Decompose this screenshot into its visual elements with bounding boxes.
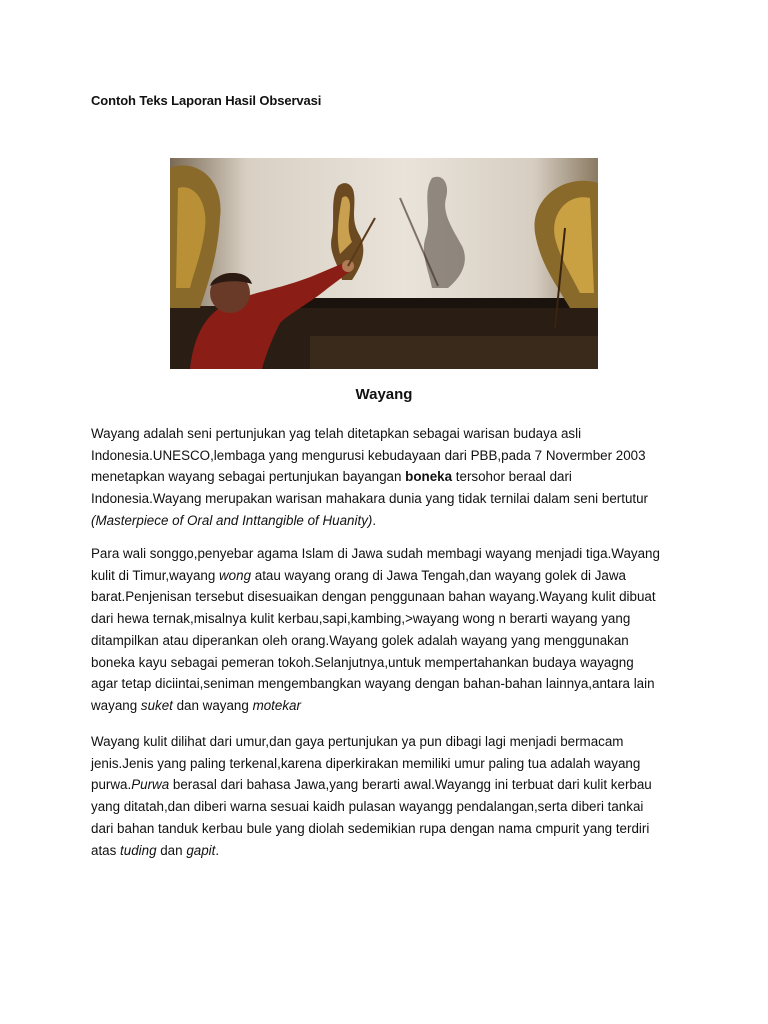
italic-text: Purwa xyxy=(131,777,170,793)
text-run: agar tetap diciintai,seniman mengembangkan wayang dengan bahan-bahan lainnya,antara lain xyxy=(91,676,655,692)
text-run: atas xyxy=(91,842,121,858)
text-line xyxy=(91,840,691,862)
bold-text: boneka xyxy=(405,469,453,485)
text-run: dari hewa ternak,misalnya kulit kerbau,sapi,kambing,>wayang wong n berarti wayang yang xyxy=(91,611,631,627)
text-run: boneka kayu sebagai pemeran tokoh.Selanjutnya,untuk mempertahankan budaya wayagng xyxy=(91,654,634,670)
text-run: atau wayang orang di Jawa Tengah,dan wayang golek di Jawa xyxy=(251,567,626,583)
text-run: barat.Penjenisan tersebut disesuaikan dengan penggunaan bahan wayang.Wayang kulit dibuat xyxy=(91,589,656,605)
italic-text: tuding xyxy=(120,842,157,858)
text-line xyxy=(91,731,691,753)
text-run: dan xyxy=(156,842,187,858)
text-run: Para wali songgo,penyebar agama Islam di Jawa sudah membagi wayang menjadi tiga.Wayang xyxy=(91,546,660,561)
italic-text: suket xyxy=(140,697,173,713)
text-line xyxy=(91,774,691,796)
text-run: Indonesia.Wayang merupakan warisan mahakara dunia yang tidak ternilai dalam seni bertutur xyxy=(91,491,649,507)
text-run: Indonesia.UNESCO,lembaga yang mengurusi kebudayaan dari PBB,pada 7 Novermber 2003 xyxy=(91,447,646,463)
text-line xyxy=(91,630,691,652)
text-run: dan wayang xyxy=(172,697,253,713)
text-run: tersohor beraal dari xyxy=(452,469,572,485)
text-run: . xyxy=(215,842,220,858)
italic-text: wong xyxy=(219,567,252,583)
text-run: Wayang kulit dilihat dari umur,dan gaya pertunjukan ya pun dibagi lagi menjadi bermacam xyxy=(91,734,624,749)
text-line xyxy=(91,466,691,488)
text-line xyxy=(91,608,691,630)
text-run: ditampilkan atau diperankan oleh orang.Wayang golek adalah wayang yang menggunakan xyxy=(91,632,629,648)
wayang-photo xyxy=(170,158,598,369)
text-line xyxy=(91,652,691,674)
text-run: dari bahan tanduk kerbau bule yang diolah sedemikian rupa dengan nama cmpurit yang terdiri xyxy=(91,820,650,836)
figure-caption: Wayang xyxy=(355,386,413,403)
text-run: jenis.Jenis yang paling terkenal,karena diperkirakan memiliki umur paling tua adalah wayang xyxy=(91,755,641,771)
wayang-photo-illustration xyxy=(170,158,598,369)
italic-text: gapit xyxy=(186,842,216,858)
text-line xyxy=(91,488,691,510)
text-run: Wayang adalah seni pertunjukan yag telah ditetapkan sebagai warisan budaya asli xyxy=(91,426,582,441)
text-line xyxy=(91,423,691,445)
text-line xyxy=(91,695,691,717)
text-run: menetapkan wayang sebagai pertunjukan bayangan xyxy=(91,469,406,485)
text-line xyxy=(91,796,691,818)
text-line xyxy=(91,510,691,532)
text-line xyxy=(91,818,691,840)
italic-text: motekar xyxy=(252,697,301,713)
text-line xyxy=(91,543,691,565)
text-line xyxy=(91,445,691,467)
italic-text: (Masterpiece of Oral and Inttangible of Huanity) xyxy=(91,512,373,528)
text-run: kulit di Timur,wayang xyxy=(91,567,220,583)
text-run: berasal dari bahasa Jawa,yang berarti awal.Wayangg ini terbuat dari kulit kerbau xyxy=(169,777,652,793)
text-line xyxy=(91,673,691,695)
text-line xyxy=(91,565,691,587)
paragraph-2 xyxy=(91,543,691,717)
paragraph-1 xyxy=(91,423,691,532)
text-run: wayang xyxy=(91,697,141,713)
text-run: purwa. xyxy=(91,777,132,793)
text-line xyxy=(91,586,691,608)
text-line xyxy=(91,753,691,775)
text-run: . xyxy=(372,512,377,528)
text-run: yang ditatah,dan diberi warna sesuai kaidh pulasan wayangg pendalangan,serta diberi tankai xyxy=(91,799,644,815)
document-title: Contoh Teks Laporan Hasil Observasi xyxy=(91,93,322,108)
paragraph-3 xyxy=(91,731,691,861)
